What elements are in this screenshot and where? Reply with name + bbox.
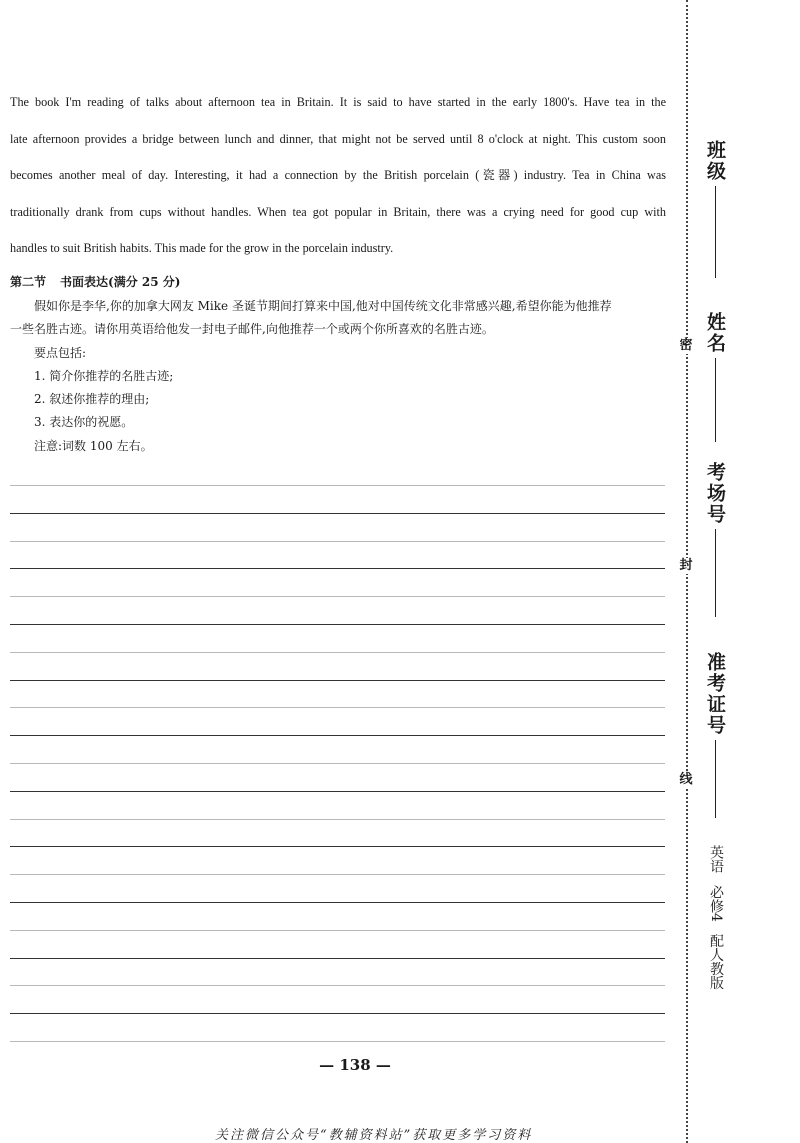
answer-line[interactable] bbox=[10, 513, 665, 514]
book-volume: 必修4 bbox=[708, 885, 724, 922]
class-field[interactable] bbox=[702, 140, 729, 278]
passage-line: late afternoon provides a bridge between lunch and dinner, that might not be served until 8 o'clock at night. This custom soon bbox=[10, 131, 666, 146]
answer-line[interactable] bbox=[10, 874, 665, 875]
point-item: 3. 表达你的祝愿。 bbox=[34, 415, 134, 430]
answer-line[interactable] bbox=[10, 763, 665, 764]
point-item: 1. 简介你推荐的名胜古迹; bbox=[34, 368, 174, 383]
admission-number-field-label: 准考证号 bbox=[704, 652, 726, 736]
seal-mark-mi: 密 bbox=[679, 338, 693, 353]
answer-line[interactable] bbox=[10, 652, 665, 653]
answer-line[interactable] bbox=[10, 819, 665, 820]
passage bbox=[10, 84, 666, 267]
section-number: 第二节 bbox=[10, 275, 47, 289]
answer-line[interactable] bbox=[10, 596, 665, 597]
answer-line[interactable] bbox=[10, 707, 665, 708]
answer-line[interactable] bbox=[10, 902, 665, 903]
exam-room-field-label: 考场号 bbox=[704, 462, 726, 525]
class-field-underline[interactable] bbox=[715, 186, 716, 278]
answer-line[interactable] bbox=[10, 958, 665, 959]
answer-line[interactable] bbox=[10, 846, 665, 847]
passage-line: becomes another meal of day. Interesting, it had a connection by the British porcelain (瓷器) industry. Tea in China was bbox=[10, 168, 666, 183]
seal-mark-xian: 线 bbox=[679, 772, 693, 787]
seal-mark-feng: 封 bbox=[679, 558, 693, 573]
answer-line[interactable] bbox=[10, 791, 665, 792]
exam-room-field[interactable] bbox=[702, 462, 729, 617]
passage-line: handles to suit British habits. This made for the grow in the porcelain industry. bbox=[10, 241, 394, 256]
name-field-underline[interactable] bbox=[715, 358, 716, 442]
writing-prompt bbox=[10, 295, 666, 458]
passage-line: The book I'm reading of talks about afternoon tea in Britain. It is said to have started in the early 1800's. Have tea in the bbox=[10, 95, 666, 109]
footer-note: 关注微信公众号“教辅资料站”获取更多学习资料 bbox=[215, 1128, 533, 1143]
admission-number-field-underline[interactable] bbox=[715, 740, 716, 818]
word-count-note: 注意:词数 100 左右。 bbox=[34, 438, 153, 453]
book-subject: 英语 bbox=[708, 845, 724, 873]
answer-line[interactable] bbox=[10, 541, 665, 542]
answer-line[interactable] bbox=[10, 1013, 665, 1014]
prompt-text-line: 一些名胜古迹。请你用英语给他发一封电子邮件,向他推荐一个或两个你所喜欢的名胜古迹。 bbox=[10, 322, 494, 337]
answer-line[interactable] bbox=[10, 680, 665, 681]
prompt-text-line: 假如你是李华,你的加拿大网友 Mike 圣诞节期间打算来中国,他对中国传统文化非常感兴趣,希望你能为他推荐 bbox=[34, 299, 612, 313]
admission-number-field[interactable] bbox=[702, 652, 729, 818]
book-edition: 配人教版 bbox=[708, 933, 724, 990]
answer-line[interactable] bbox=[10, 485, 665, 486]
page-number: — 138 — bbox=[319, 1056, 391, 1074]
passage-line: traditionally drank from cups without handles. When tea got popular in Britain, there was a crying need for good cup with bbox=[10, 204, 666, 219]
point-item: 2. 叙述你推荐的理由; bbox=[34, 392, 150, 407]
name-field-label: 姓名 bbox=[704, 312, 726, 354]
points-title: 要点包括: bbox=[34, 345, 87, 360]
section-heading bbox=[10, 273, 180, 290]
answer-line[interactable] bbox=[10, 735, 665, 736]
exam-room-field-underline[interactable] bbox=[715, 529, 716, 617]
answer-line[interactable] bbox=[10, 568, 665, 569]
section-title: 书面表达(满分 25 分) bbox=[60, 275, 181, 289]
book-info bbox=[706, 845, 726, 990]
answer-line[interactable] bbox=[10, 985, 665, 986]
answer-line[interactable] bbox=[10, 624, 665, 625]
name-field[interactable] bbox=[702, 312, 729, 442]
class-field-label: 班级 bbox=[704, 140, 726, 182]
answer-line[interactable] bbox=[10, 930, 665, 931]
answer-line[interactable] bbox=[10, 1041, 665, 1042]
